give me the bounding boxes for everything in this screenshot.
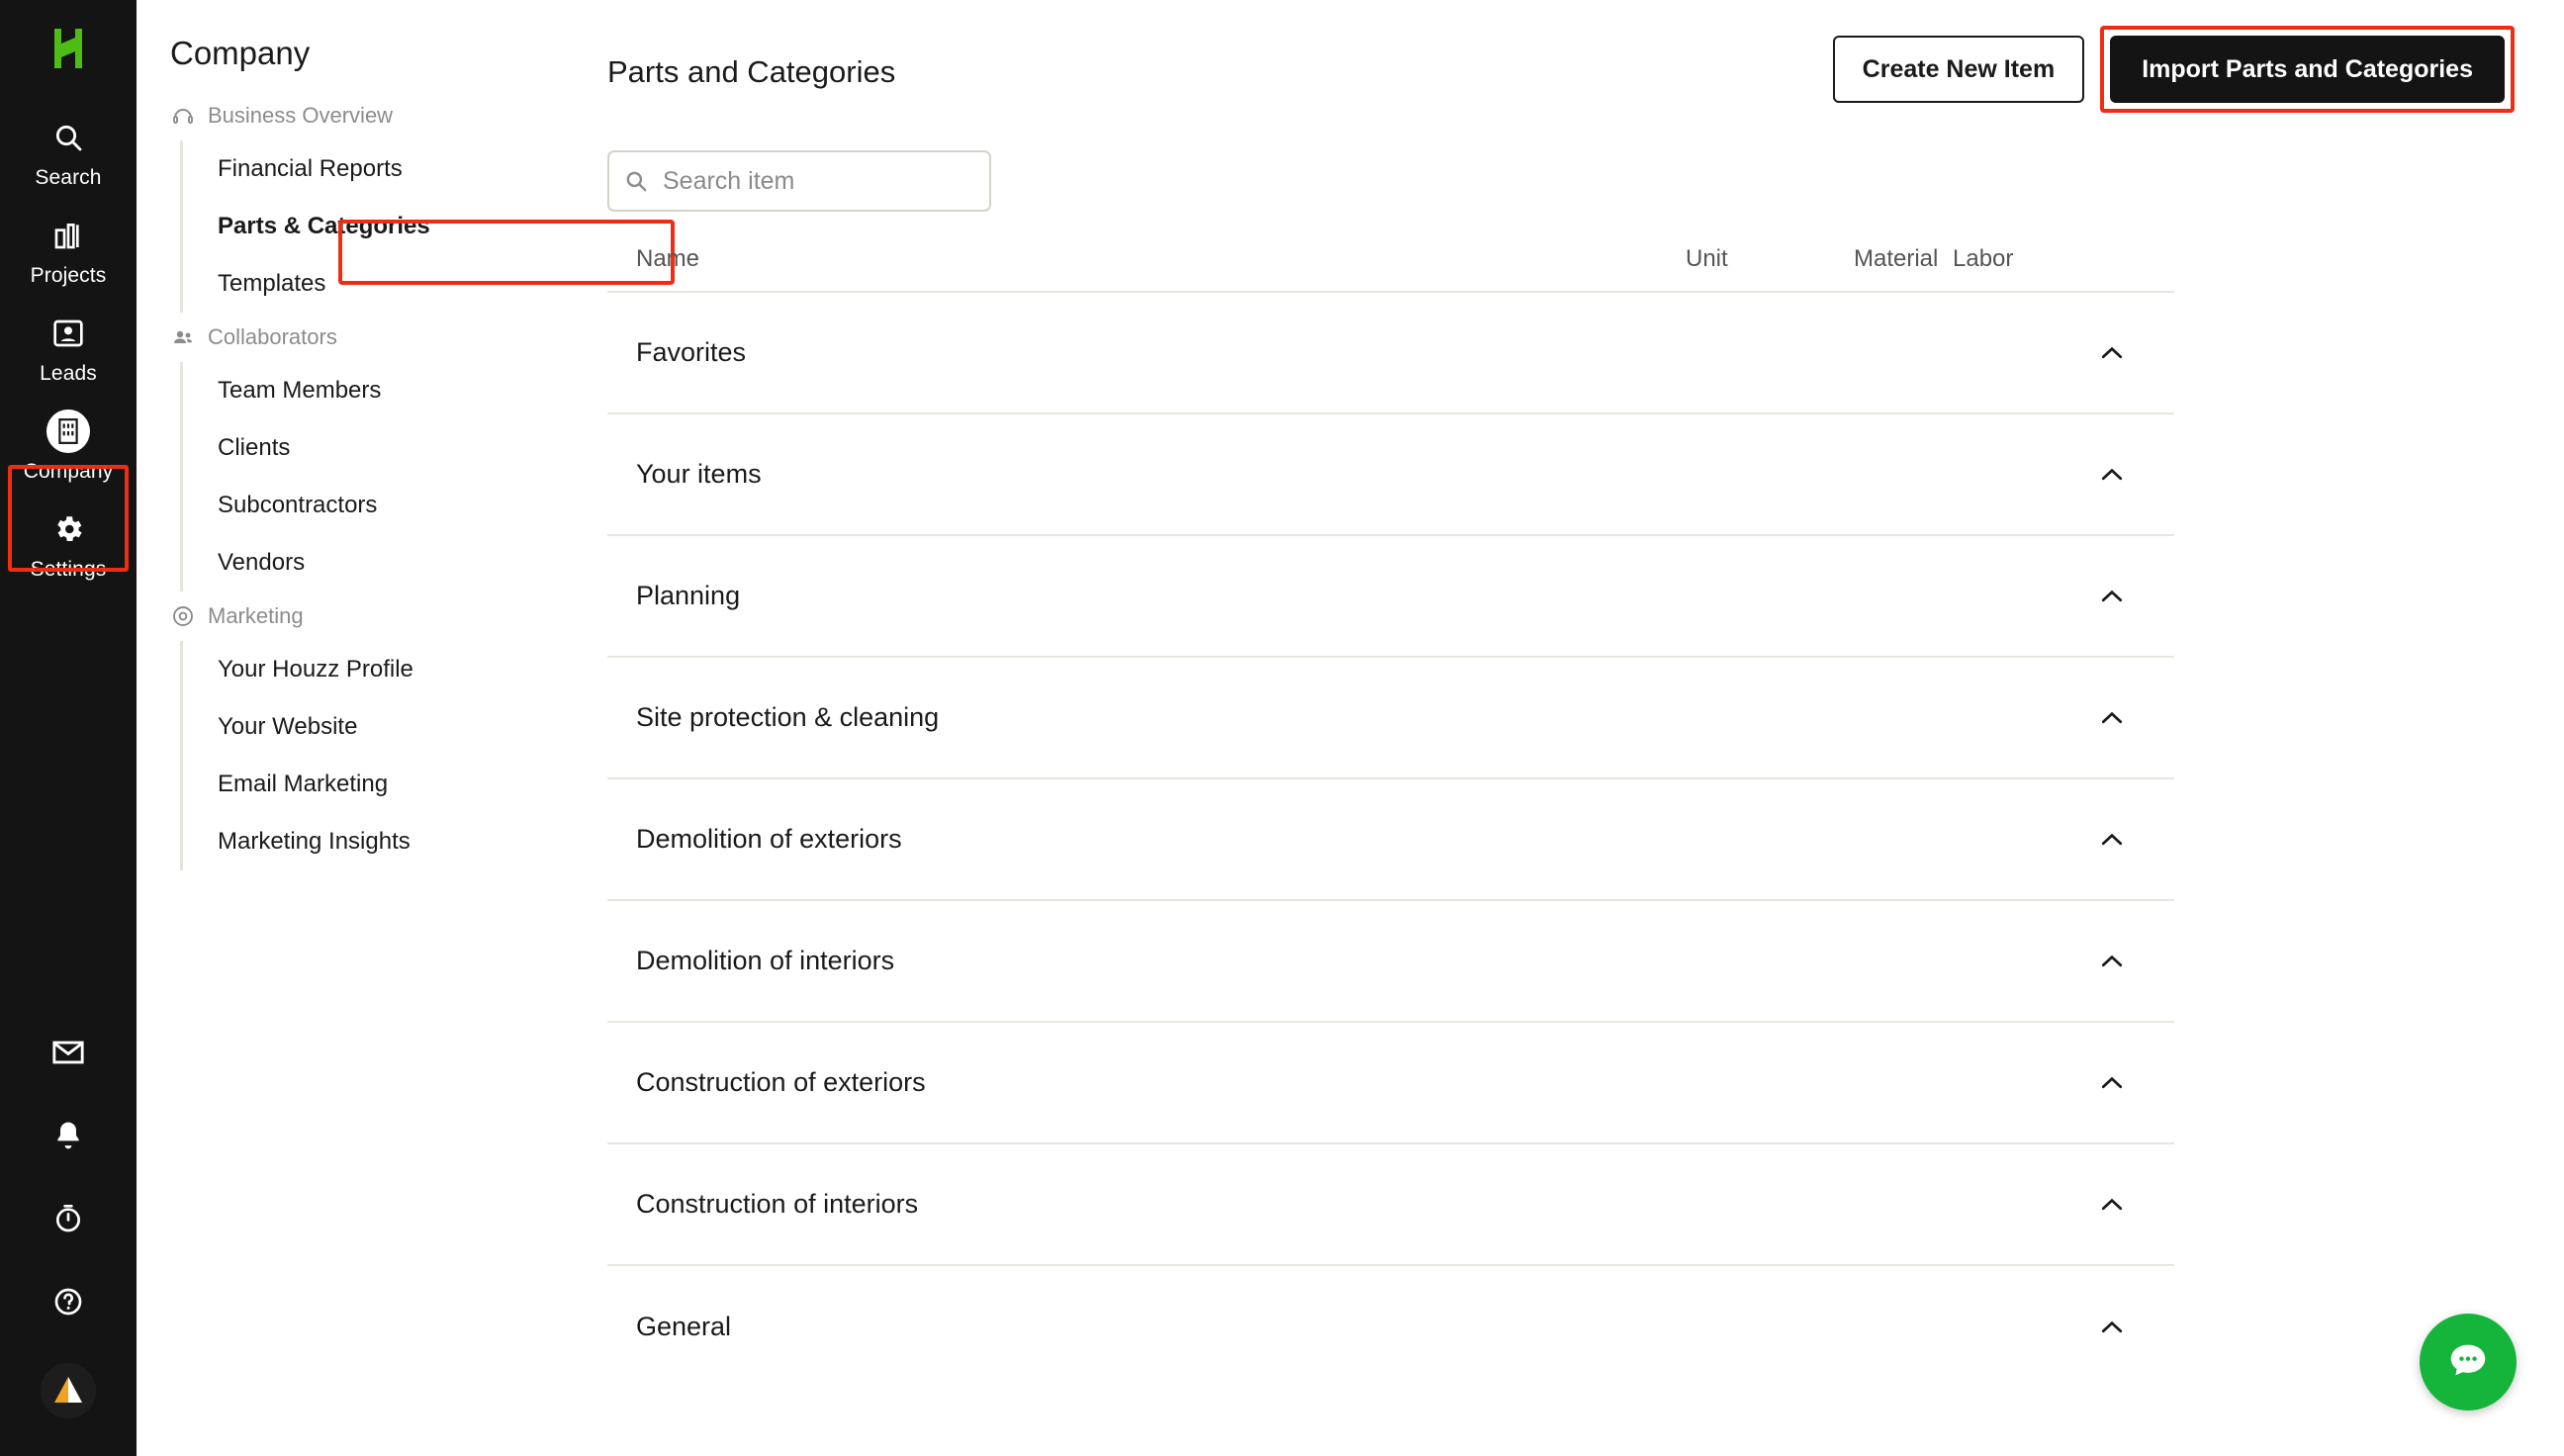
category-name: Site protection & cleaning [636,702,940,732]
chevron-up-icon[interactable] [2095,458,2129,492]
import-button-wrapper [2084,36,2505,103]
column-header-name: Name [636,245,700,272]
table-row[interactable] [607,901,2174,1023]
mail-icon[interactable] [46,1031,90,1074]
main-content [572,0,2564,1456]
leads-icon [46,312,90,355]
table-row[interactable] [607,1023,2174,1144]
table-row[interactable] [607,1266,2174,1388]
sidebar-item-email-marketing[interactable]: Email Marketing [218,771,389,797]
table-row[interactable] [607,414,2174,536]
chevron-up-icon[interactable] [2095,945,2129,978]
nav-group-business-overview [137,91,572,313]
nav-group-label: Business Overview [208,103,394,128]
help-icon[interactable] [46,1280,90,1323]
rail-item-label: Search [35,166,102,189]
nav-group-items [180,140,572,313]
category-name: Planning [636,581,741,610]
header-actions [1833,36,2505,103]
sidebar-item-vendors[interactable]: Vendors [218,549,306,576]
category-name: Your items [636,459,762,489]
nav-group-label: Marketing [208,603,304,628]
avatar[interactable] [41,1363,96,1418]
subnav-title: Company [170,35,311,71]
sidebar-item-subcontractors[interactable]: Subcontractors [218,492,378,518]
search-icon [46,116,90,159]
sidebar-item-clients[interactable]: Clients [218,434,291,461]
collaborators-icon [170,324,196,350]
table-row[interactable] [607,293,2174,414]
sidebar-item-templates[interactable]: Templates [218,270,326,297]
rail-item-label: Company [23,460,114,483]
rail-item-label: Leads [40,362,97,385]
column-header-unit: Unit [1686,245,1728,272]
search-icon [623,167,649,195]
category-name: General [636,1312,732,1341]
chevron-up-icon[interactable] [2095,701,2129,735]
rail-item-projects[interactable] [0,201,137,299]
rail-item-leads[interactable] [0,299,137,397]
chevron-up-icon[interactable] [2095,1188,2129,1222]
business-overview-icon [170,103,196,129]
page-title: Parts and Categories [607,54,896,89]
nav-group-marketing [137,592,572,870]
category-name: Favorites [636,337,747,367]
sidebar-item-team-members[interactable]: Team Members [218,377,382,404]
rail-item-company[interactable] [0,397,137,495]
nav-group-header [137,91,572,140]
nav-group-collaborators [137,313,572,592]
sidebar-item-parts-categories[interactable]: Parts & Categories [218,213,430,239]
rail-item-label: Projects [30,264,107,287]
column-header-labor: Labor [1953,245,2014,272]
rail-item-search[interactable] [0,103,137,201]
secondary-nav [137,0,572,1456]
create-new-item-button[interactable]: Create New Item [1833,36,2085,103]
sidebar-item-your-website[interactable]: Your Website [218,713,358,740]
gear-icon [46,507,90,551]
table-row[interactable] [607,779,2174,901]
page-header [572,0,2564,103]
marketing-icon [170,603,196,629]
parts-categories-table [607,245,2174,1388]
category-name: Construction of exteriors [636,1067,926,1097]
nav-group-label: Collaborators [208,324,337,349]
table-row[interactable] [607,536,2174,658]
chevron-up-icon[interactable] [2095,823,2129,857]
category-name: Construction of interiors [636,1189,919,1219]
sidebar-item-your-houzz-profile[interactable]: Your Houzz Profile [218,656,413,682]
chat-support-button[interactable] [2420,1314,2517,1410]
nav-group-items [180,641,572,870]
rail-item-label: Settings [30,558,107,581]
company-icon [46,410,90,453]
chevron-up-icon[interactable] [2095,1066,2129,1100]
import-parts-and-categories-button[interactable]: Import Parts and Categories [2110,36,2505,103]
chat-icon [2445,1337,2491,1388]
nav-group-items [180,362,572,592]
nav-group-header [137,313,572,362]
bell-icon[interactable] [46,1114,90,1157]
column-header-material: Material [1854,245,1939,272]
houzz-logo-icon[interactable] [46,26,91,71]
primary-nav-rail [0,0,137,1456]
timer-icon[interactable] [46,1197,90,1240]
table-header [607,245,2174,293]
chevron-up-icon[interactable] [2095,580,2129,613]
projects-icon [46,214,90,257]
nav-group-header [137,592,572,641]
sidebar-item-marketing-insights[interactable]: Marketing Insights [218,828,411,855]
rail-item-settings[interactable] [0,495,137,592]
chevron-up-icon[interactable] [2095,1311,2129,1344]
search-input[interactable] [661,166,975,197]
category-name: Demolition of exteriors [636,824,902,854]
table-row[interactable] [607,1144,2174,1266]
rail-bottom-group [41,1031,96,1456]
search-item-field[interactable] [607,150,991,212]
chevron-up-icon[interactable] [2095,336,2129,370]
category-name: Demolition of interiors [636,946,895,975]
table-row[interactable] [607,658,2174,779]
sidebar-item-financial-reports[interactable]: Financial Reports [218,155,403,182]
